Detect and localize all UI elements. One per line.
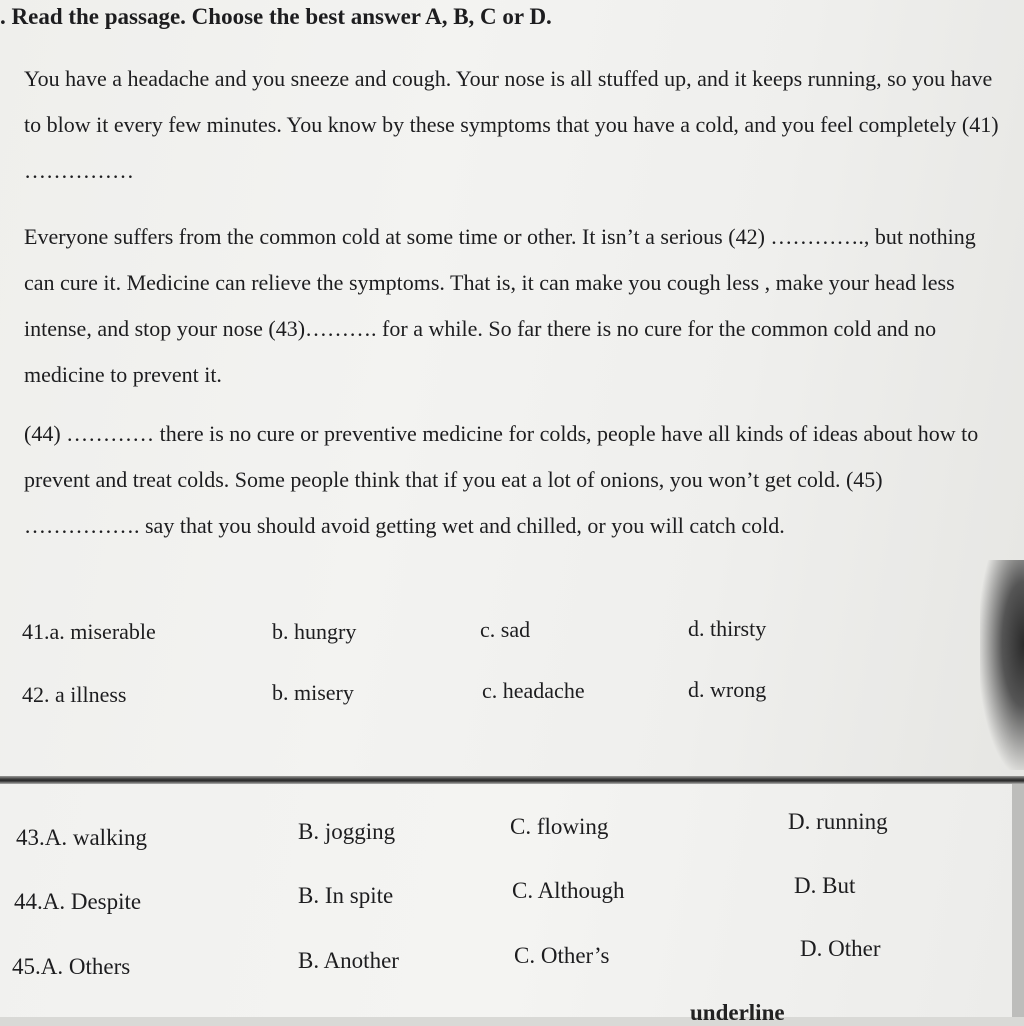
passage-paragraph-1: You have a headache and you sneeze and cough. Your nose is all stuffed up, and it keeps running, so you have to blow it every few minutes. You know by these symptoms that you have a cold, and you feel completely (41) …………… — [24, 66, 999, 183]
q45-option-c: C. Other’s — [514, 943, 610, 968]
page-fold-shadow — [980, 560, 1024, 770]
q42-option-b: b. misery — [272, 680, 354, 705]
q43-option-c: C. flowing — [510, 814, 609, 839]
passage-paragraph-2: Everyone suffers from the common cold at some time or other. It isn’t a serious (42) …………., but nothing can cure it. Medicine can relieve the symptoms. That is, it can make you cough less , make your head less intense, and stop your nose (43)………. for a while. So far there is no cure for the common cold and no medicine to prevent it. — [24, 224, 976, 387]
q41-option-b: b. hungry — [272, 619, 357, 644]
q45-option-d: D. Other — [800, 936, 881, 961]
q41-option-d: d. thirsty — [688, 616, 767, 641]
cut-off-next-heading: underline — [690, 1000, 785, 1025]
q44-option-c: C. Although — [512, 878, 625, 903]
q45-option-b: B. Another — [298, 948, 399, 973]
q43-option-d: D. running — [788, 809, 888, 834]
q42-option-d: d. wrong — [688, 677, 767, 702]
q41-option-c: c. sad — [480, 617, 531, 642]
q43-option-a: 43.A. walking — [16, 825, 147, 850]
passage-paragraph-3: (44) ………… there is no cure or preventive medicine for colds, people have all kinds of ideas about how to prevent and treat colds. Some people think that if you eat a lot of onions, you won’t get cold. (45) ……………. say that you should avoid getting wet and chilled, or you will catch cold. — [24, 421, 979, 538]
page-fold-line — [0, 776, 1024, 784]
q43-option-b: B. jogging — [298, 819, 396, 844]
q44-option-d: D. But — [794, 873, 856, 898]
q45-option-a: 45.A. Others — [12, 954, 131, 979]
q42-option-c: c. headache — [482, 678, 585, 703]
bottom-sheet-edge — [1012, 784, 1024, 1017]
q41-option-a: 41.a. miserable — [22, 619, 156, 644]
q44-option-b: B. In spite — [298, 883, 394, 908]
q44-option-a: 44.A. Despite — [14, 889, 142, 914]
q42-option-a: 42. a illness — [22, 682, 127, 707]
section-heading: . Read the passage. Choose the best answer A, B, C or D. — [0, 4, 552, 29]
